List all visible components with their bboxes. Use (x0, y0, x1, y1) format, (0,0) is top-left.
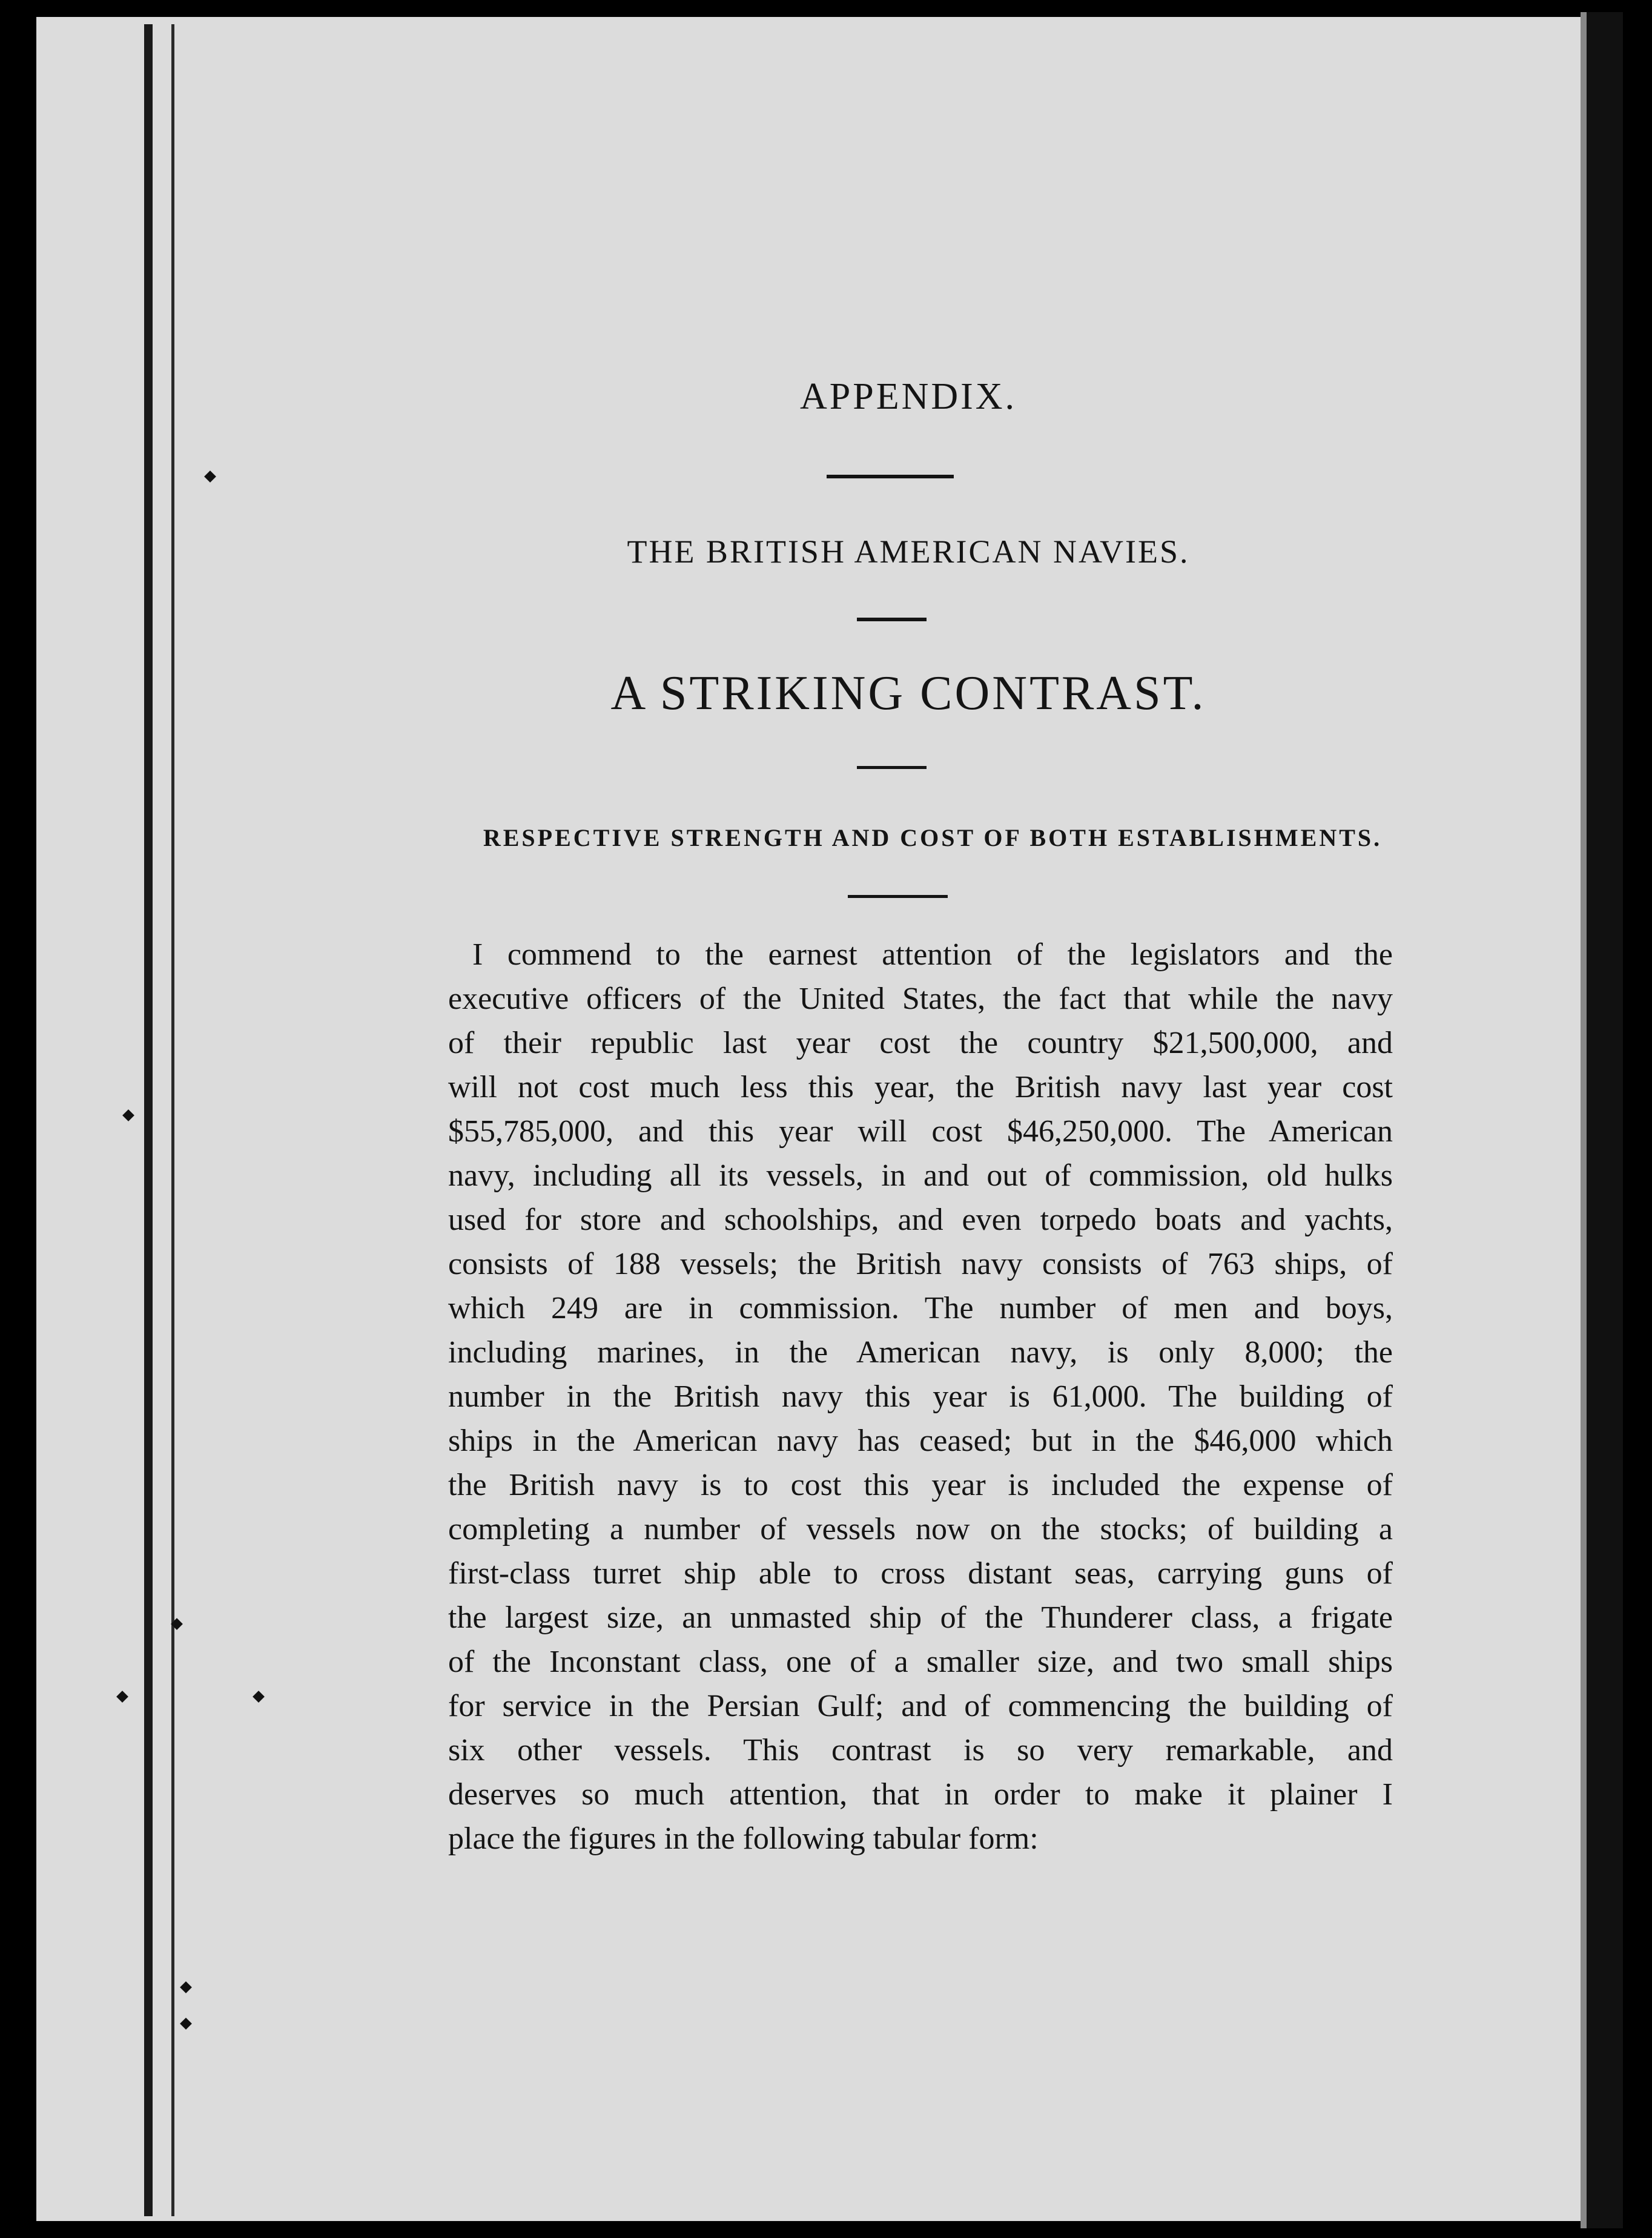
body-line: navy, including all its vessels, in and out of commission, old hulks (448, 1158, 1393, 1193)
body-line: the largest size, an unmasted ship of the Thunderer class, a frigate (448, 1600, 1393, 1635)
binding-line (171, 24, 174, 2216)
body-line: of the Inconstant class, one of a smaller size, and two small ships (448, 1645, 1393, 1679)
body-line: executive officers of the United States, the fact that while the navy (448, 982, 1393, 1016)
divider-rule (857, 766, 927, 769)
body-line: of their republic last year cost the country $21,500,000, and (448, 1026, 1393, 1060)
body-line: will not cost much less this year, the British navy last year cost (448, 1070, 1393, 1104)
page-edge (1587, 12, 1623, 2228)
body-paragraph (448, 933, 1393, 1861)
body-line: $55,785,000, and this year will cost $46,250,000. The American (448, 1114, 1393, 1149)
body-line: ships in the American navy has ceased; but in the $46,000 which (448, 1424, 1393, 1458)
appendix-title: APPENDIX. (799, 376, 1017, 417)
body-line: I commend to the earnest attention of the legislators and the (472, 937, 1393, 972)
body-line: for service in the Persian Gulf; and of commencing the building of (448, 1689, 1393, 1723)
divider-rule (857, 618, 927, 621)
body-line: used for store and schoolships, and even torpedo boats and yachts, (448, 1203, 1393, 1237)
body-line: number in the British navy this year is 61,000. The building of (448, 1379, 1393, 1414)
binding-spine (144, 24, 153, 2216)
subheading: RESPECTIVE STRENGTH AND COST OF BOTH ESTABLISHMENTS. (483, 824, 1383, 851)
body-line: place the figures in the following tabular form: (448, 1821, 1039, 1856)
body-line: including marines, in the American navy, is only 8,000; the (448, 1335, 1393, 1370)
main-heading: A STRIKING CONTRAST. (610, 667, 1206, 720)
body-line: consists of 188 vessels; the British navy consists of 763 ships, of (448, 1247, 1393, 1281)
section-title: THE BRITISH AMERICAN NAVIES. (627, 533, 1190, 570)
divider-rule (827, 475, 954, 478)
body-line: first-class turret ship able to cross distant seas, carrying guns of (448, 1556, 1393, 1591)
divider-rule (848, 895, 948, 898)
body-line: deserves so much attention, that in order to make it plainer I (448, 1777, 1393, 1812)
page-edge-shadow (1581, 12, 1587, 2228)
body-line: the British navy is to cost this year is included the expense of (448, 1468, 1393, 1502)
body-line: six other vessels. This contrast is so very remarkable, and (448, 1733, 1393, 1768)
body-line: completing a number of vessels now on the stocks; of building a (448, 1512, 1393, 1546)
body-line: which 249 are in commission. The number of men and boys, (448, 1291, 1393, 1325)
